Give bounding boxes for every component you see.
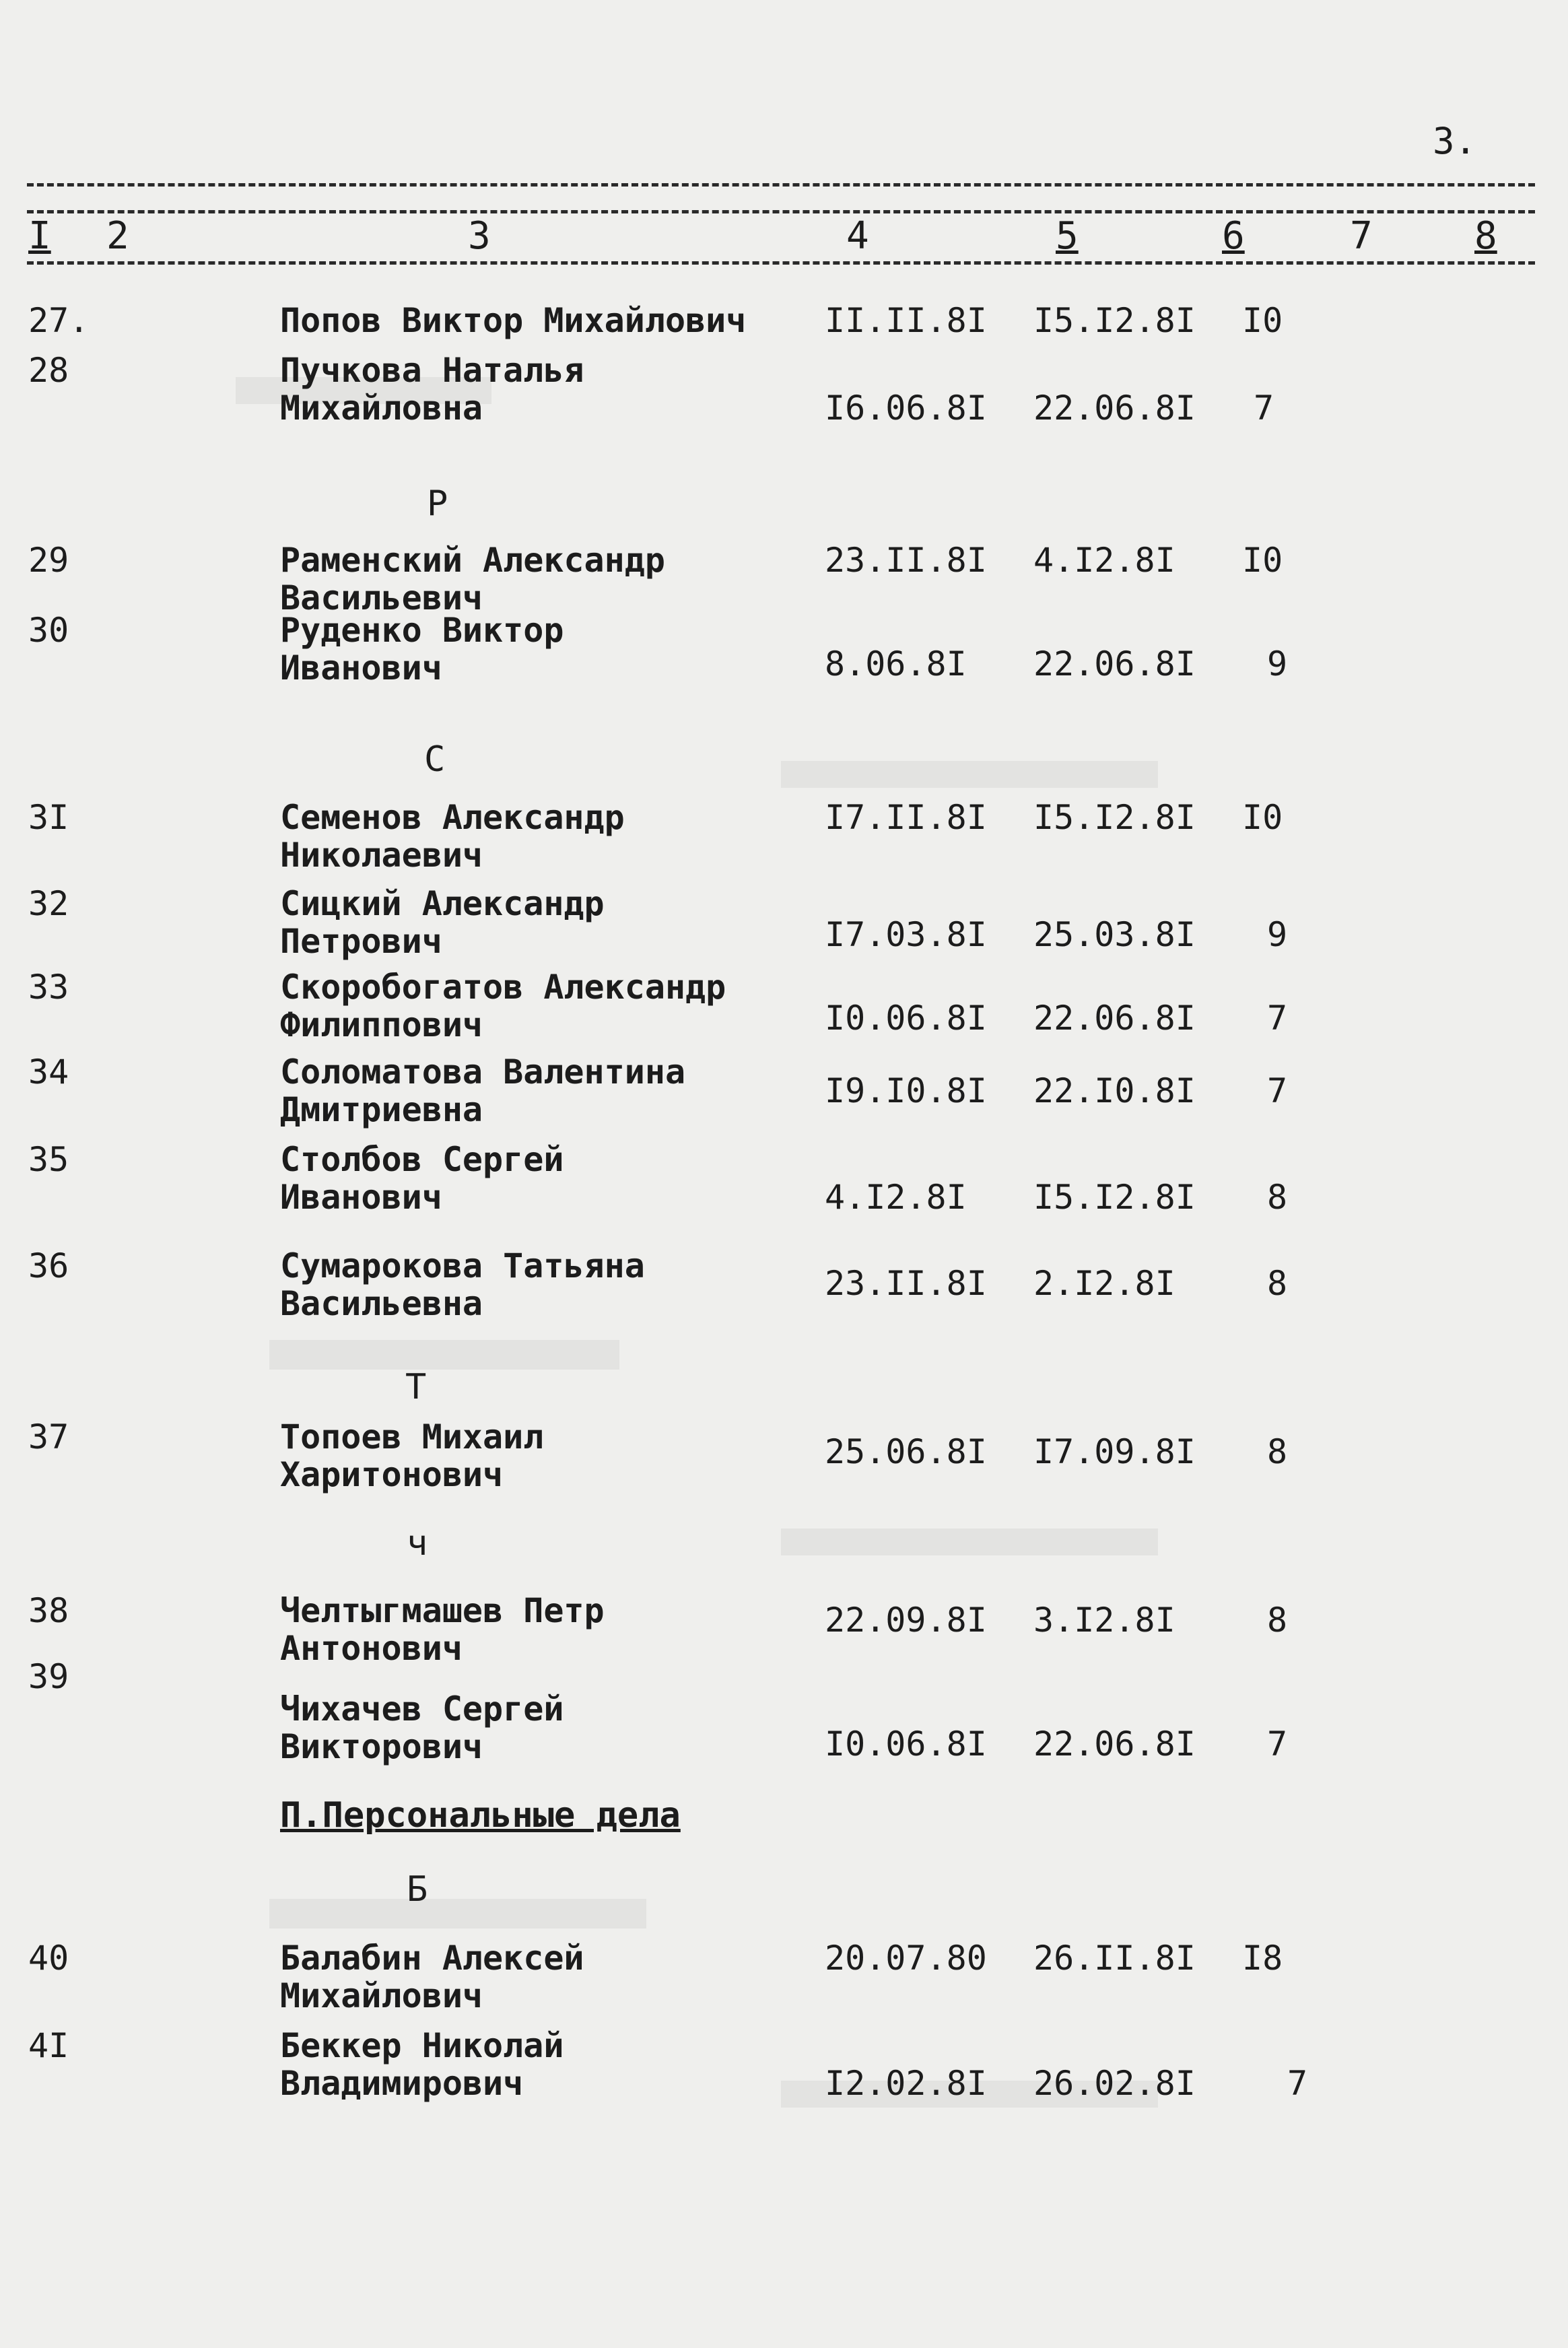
row-number: 39 — [28, 1657, 69, 1696]
column-number-4: 4 — [846, 214, 869, 258]
row-number: 29 — [28, 541, 69, 580]
end-date: I5.I2.8I — [1033, 798, 1196, 837]
person-name — [280, 351, 819, 427]
name-line-1: Чихачев Сергей — [280, 1689, 564, 1729]
start-date: 4.I2.8I — [825, 1178, 967, 1217]
person-name — [280, 1141, 819, 1216]
end-date: 26.II.8I — [1033, 1939, 1196, 1978]
sheet-count: 7 — [1267, 1724, 1288, 1764]
row-number: 40 — [28, 1939, 69, 1978]
name-line-1: Раменский Александр — [280, 541, 665, 580]
letter-heading: Б — [407, 1869, 428, 1910]
sheet-count: 7 — [1267, 1071, 1288, 1110]
row-number: 4I — [28, 2026, 69, 2065]
name-line-2: Васильевна — [280, 1284, 483, 1323]
start-date: 22.09.8I — [825, 1601, 987, 1640]
sheet-count: 9 — [1267, 644, 1288, 683]
end-date: 2.I2.8I — [1033, 1264, 1175, 1303]
letter-heading: Т — [405, 1367, 427, 1407]
row-number: 38 — [28, 1591, 69, 1630]
end-date: 22.06.8I — [1033, 644, 1196, 683]
start-date: II.II.8I — [825, 301, 987, 340]
start-date: I0.06.8I — [825, 1724, 987, 1764]
start-date: I7.03.8I — [825, 915, 987, 954]
sheet-count: I0 — [1242, 798, 1283, 837]
sheet-count: I8 — [1242, 1939, 1283, 1978]
person-name — [280, 799, 819, 874]
name-line-1: Семенов Александр — [280, 798, 625, 837]
end-date: 3.I2.8I — [1033, 1601, 1175, 1640]
person-name — [280, 1247, 819, 1322]
end-date: I5.I2.8I — [1033, 1178, 1196, 1217]
end-date: 22.I0.8I — [1033, 1071, 1196, 1110]
column-number-1: I — [28, 214, 51, 258]
column-number-7: 7 — [1350, 214, 1373, 258]
sheet-count: I0 — [1242, 541, 1283, 580]
end-date: 4.I2.8I — [1033, 541, 1175, 580]
column-number-3: 3 — [468, 214, 491, 258]
name-line-1: Челтыгмашев Петр — [280, 1591, 605, 1630]
sheet-count: 7 — [1254, 389, 1274, 428]
name-line-2: Васильевич — [280, 578, 483, 617]
end-date: 22.06.8I — [1033, 389, 1196, 428]
column-number-2: 2 — [106, 214, 129, 258]
start-date: I9.I0.8I — [825, 1071, 987, 1110]
start-date: 25.06.8I — [825, 1432, 987, 1471]
name-line-2: Дмитриевна — [280, 1090, 483, 1129]
person-name — [280, 968, 819, 1044]
column-number-5: 5 — [1056, 214, 1079, 258]
name-line-1: Топоев Михаил — [280, 1417, 544, 1456]
row-number: 30 — [28, 611, 69, 650]
name-line-2: Харитонович — [280, 1455, 504, 1494]
end-date: 22.06.8I — [1033, 999, 1196, 1038]
start-date: 23.II.8I — [825, 1264, 987, 1303]
column-number-8: 8 — [1474, 214, 1497, 258]
person-name — [280, 541, 819, 617]
sheet-count: 7 — [1287, 2064, 1308, 2103]
name-line-1: Руденко Виктор — [280, 611, 564, 650]
name-line-1: Балабин Алексей — [280, 1939, 584, 1978]
start-date: I2.02.8I — [825, 2064, 987, 2103]
end-date: 26.02.8I — [1033, 2064, 1196, 2103]
start-date: 8.06.8I — [825, 644, 967, 683]
name-line-2: Филиппович — [280, 1005, 483, 1044]
start-date: 23.II.8I — [825, 541, 987, 580]
end-date: 22.06.8I — [1033, 1724, 1196, 1764]
person-name — [280, 302, 819, 339]
row-number: 34 — [28, 1052, 69, 1092]
header-rule-bottom — [27, 261, 1535, 265]
person-name — [280, 1418, 819, 1494]
sheet-count: 7 — [1267, 999, 1288, 1038]
name-line-2: Петрович — [280, 922, 442, 961]
person-name — [280, 885, 819, 960]
row-number: 27. — [28, 301, 90, 340]
sheet-count: 8 — [1267, 1432, 1288, 1471]
header-rule-middle — [27, 210, 1535, 213]
start-date: 20.07.80 — [825, 1939, 987, 1978]
sheet-count: 8 — [1267, 1178, 1288, 1217]
person-name — [280, 1939, 819, 2015]
sheet-count: 8 — [1267, 1264, 1288, 1303]
name-line-2: Михайловна — [280, 389, 483, 428]
name-line-2: Иванович — [280, 1178, 442, 1217]
sheet-count: 8 — [1267, 1601, 1288, 1640]
name-line-2: Николаевич — [280, 836, 483, 875]
name-line-1: Столбов Сергей — [280, 1140, 564, 1179]
row-number: 28 — [28, 351, 69, 390]
page-number: 3. — [1433, 120, 1477, 162]
name-line-1: Беккер Николай — [280, 2026, 564, 2065]
person-name — [280, 2027, 819, 2102]
start-date: I7.II.8I — [825, 798, 987, 837]
end-date: I7.09.8I — [1033, 1432, 1196, 1471]
end-date: I5.I2.8I — [1033, 301, 1196, 340]
name-line-1: Соломатова Валентина — [280, 1052, 686, 1092]
letter-heading: С — [424, 739, 446, 780]
sheet-count: 9 — [1267, 915, 1288, 954]
person-name — [280, 1690, 819, 1766]
end-date: 25.03.8I — [1033, 915, 1196, 954]
name-line-1: Пучкова Наталья — [280, 351, 584, 390]
name-line-1: Сумарокова Татьяна — [280, 1246, 645, 1285]
person-name — [280, 1592, 819, 1667]
start-date: I0.06.8I — [825, 999, 987, 1038]
sheet-count: I0 — [1242, 301, 1283, 340]
section-title: П.Персональные дела — [280, 1795, 681, 1836]
person-name — [280, 1053, 819, 1129]
name-line-2: Антонович — [280, 1629, 463, 1668]
row-number: 3I — [28, 798, 69, 837]
row-number: 35 — [28, 1140, 69, 1179]
row-number: 36 — [28, 1246, 69, 1285]
header-rule-top — [27, 183, 1535, 187]
name-line-1: Попов Виктор Михайлович — [280, 301, 747, 340]
name-line-2: Иванович — [280, 648, 442, 687]
column-number-6: 6 — [1222, 214, 1245, 258]
name-line-1: Скоробогатов Александр — [280, 968, 726, 1007]
name-line-1: Сицкий Александр — [280, 884, 605, 923]
row-number: 33 — [28, 968, 69, 1007]
start-date: I6.06.8I — [825, 389, 987, 428]
letter-heading: ч — [407, 1523, 428, 1564]
name-line-2: Владимирович — [280, 2064, 524, 2103]
row-number: 37 — [28, 1417, 69, 1456]
person-name — [280, 611, 819, 687]
name-line-2: Михайлович — [280, 1976, 483, 2015]
name-line-2: Викторович — [280, 1727, 483, 1766]
row-number: 32 — [28, 884, 69, 923]
letter-heading: Р — [427, 483, 448, 524]
